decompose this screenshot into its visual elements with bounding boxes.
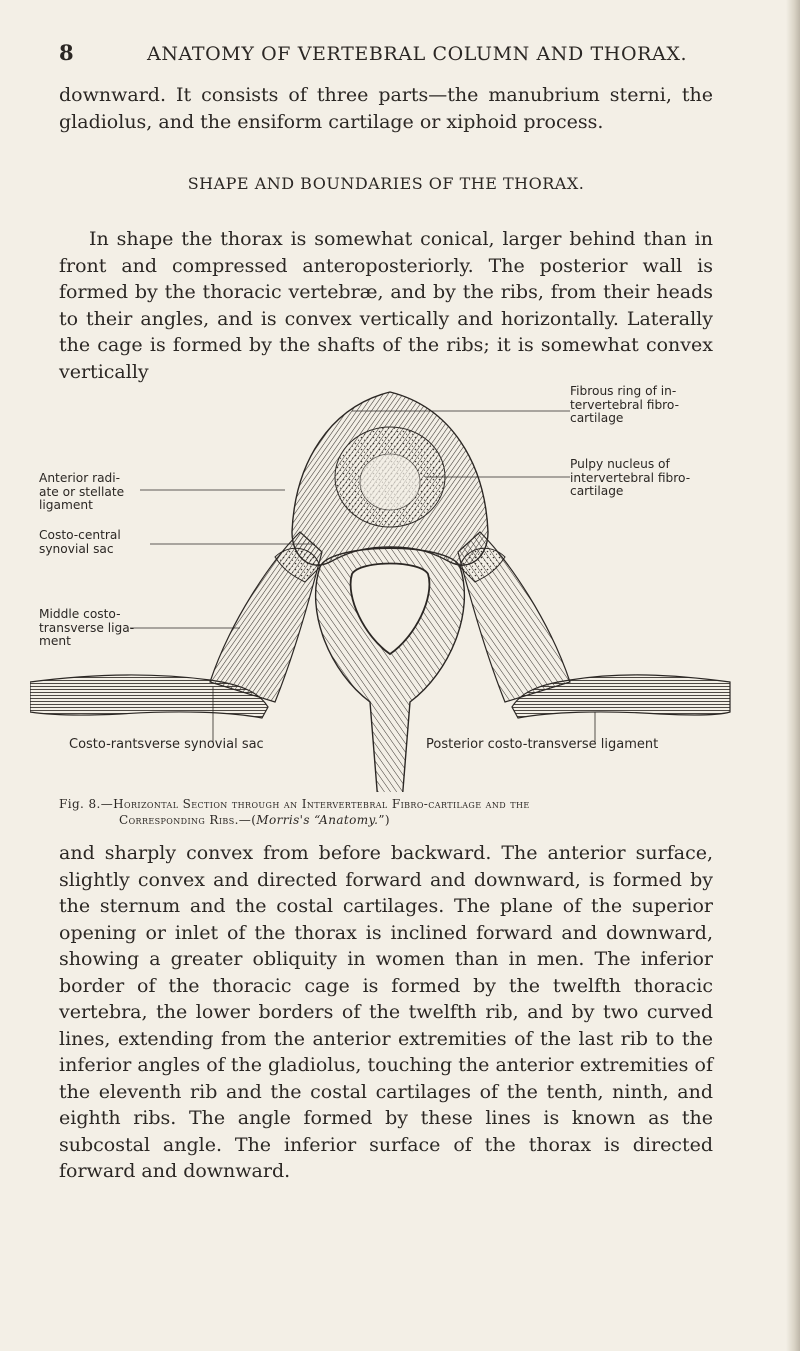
label-costo-central-synovial-sac: Costo-central synovial sac xyxy=(39,528,121,556)
label-middle-costo-transverse-ligament: Middle costo- transverse liga- ment xyxy=(39,607,135,648)
paragraph-sternum-parts: downward. It consists of three parts—the manubrium sterni, the gladiolus, and the ensiform cartilage or xiphoid process. xyxy=(59,84,713,133)
caption-line-2: Corresponding Ribs.—( xyxy=(119,813,257,827)
paragraph-shape-of-thorax: In shape the thorax is somewhat conical, larger behind than in front and compressed anteroposteriorly. The posterior wall is formed by the thoracic vertebræ, and by the ribs, from their heads to their angles, and is convex vertically and horizontally. Laterally the cage is formed by the shafts of the ribs; it is somewhat convex vertically xyxy=(59,228,713,383)
label-costo-transverse-synovial-sac: Costo-rantsverse synovial sac xyxy=(69,737,264,752)
paragraph-anterior-surface: and sharply convex from before backward. The anterior surface, slightly convex and directed forward and downward, is formed by the sternum and the costal cartilages. The plane of the superior opening or inlet of the thorax is inclined forward and downward, showing a greater obliquity in women than in men. The inferior border of the thoracic cage is formed by the twelfth thoracic vertebra, the lower borders of the twelfth rib, and by two curved lines, extending from the anterior extremities of the last rib to the inferior angles of the gladiolus, touching the anterior extremities of the eleventh rib and the costal cartilages of the tenth, ninth, and eighth ribs. The angle formed by these lines is known as the subcostal angle. The inferior surface of the thorax is directed forward and downward. xyxy=(59,842,713,1182)
caption-line-1: —Horizontal Section through an Intervertebral Fibro-cartilage and the xyxy=(100,797,530,811)
caption-prefix: Fig. 8. xyxy=(59,797,101,811)
running-head xyxy=(59,40,749,65)
figure-horizontal-section xyxy=(30,382,750,792)
page-number: 8 xyxy=(59,40,75,65)
label-posterior-costo-transverse-ligament: Posterior costo-transverse ligament xyxy=(426,737,659,752)
caption-end: ”) xyxy=(378,813,390,827)
section-title: SHAPE AND BOUNDARIES OF THE THORAX. xyxy=(187,174,585,193)
caption-book: “Anatomy. xyxy=(314,813,379,827)
page-edge-shadow xyxy=(786,0,800,1351)
running-title: ANATOMY OF VERTEBRAL COLUMN AND THORAX. xyxy=(147,43,688,65)
anatomical-illustration xyxy=(30,382,750,792)
label-fibrous-ring: Fibrous ring of in- tervertebral fibro- cartilage xyxy=(570,384,679,425)
label-pulpy-nucleus: Pulpy nucleus of intervertebral fibro- cartilage xyxy=(570,457,691,498)
label-anterior-radiate-ligament: Anterior radi- ate or stellate ligament xyxy=(39,471,125,512)
figure-caption xyxy=(59,796,749,828)
caption-author: Morris's xyxy=(256,813,310,827)
